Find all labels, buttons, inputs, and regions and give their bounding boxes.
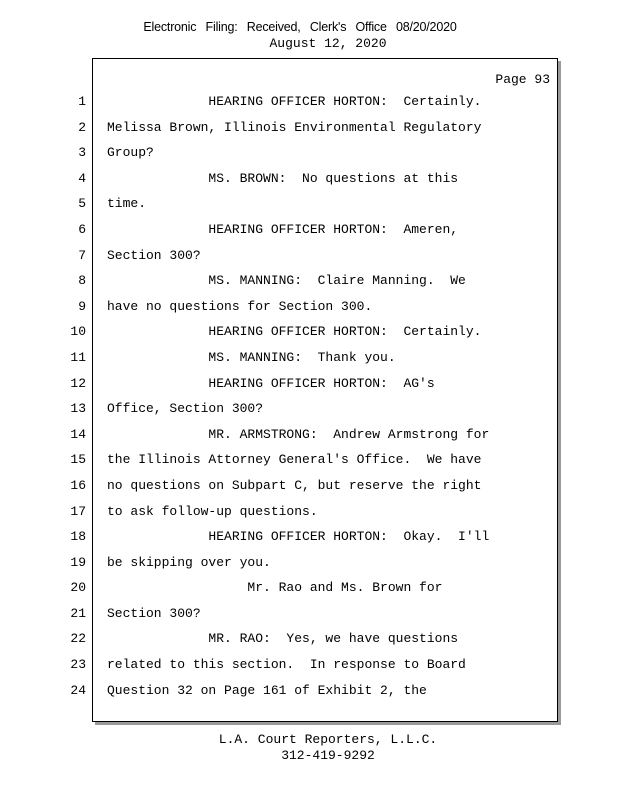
transcript-line: HEARING OFFICER HORTON: Certainly.: [107, 94, 482, 109]
transcript-line: Mr. Rao and Ms. Brown for: [107, 580, 443, 596]
transcript-line: no questions on Subpart C, but reserve the right: [107, 477, 482, 493]
transcript-line: Office, Section 300?: [107, 401, 264, 417]
line-number: 7: [78, 247, 86, 263]
line-number: 14: [70, 426, 86, 442]
line-number: 21: [70, 605, 86, 621]
page-number: Page 93: [495, 72, 550, 87]
line-number: 8: [78, 273, 86, 289]
line-number: 1: [78, 94, 86, 109]
line-number: 12: [70, 375, 86, 391]
transcript-line: MR. ARMSTRONG: Andrew Armstrong for: [107, 426, 490, 442]
line-number: 15: [70, 452, 86, 468]
line-number: 16: [70, 477, 86, 493]
reporter-footer: [0, 732, 618, 764]
transcript-line: Melissa Brown, Illinois Environmental Regulatory: [107, 119, 482, 135]
transcript-line: HEARING OFFICER HORTON: Ameren,: [107, 221, 459, 237]
transcript-line: the Illinois Attorney General's Office. We have: [107, 452, 482, 468]
transcript-date: August 12, 2020: [269, 36, 387, 51]
transcript-line: related to this section. In response to Board: [107, 657, 466, 673]
transcript-line: HEARING OFFICER HORTON: AG's: [107, 375, 435, 391]
line-number: 6: [78, 221, 86, 237]
line-number: 2: [78, 119, 86, 135]
line-number: 24: [70, 682, 86, 698]
line-number: 23: [70, 657, 86, 673]
line-number: 4: [78, 170, 86, 186]
line-number: 19: [70, 554, 86, 570]
transcript-line: have no questions for Section 300.: [107, 298, 373, 314]
line-number-column: [60, 94, 86, 708]
transcript-line: MS. BROWN: No questions at this: [107, 170, 459, 186]
line-number: 9: [78, 298, 86, 314]
reporter-company: L.A. Court Reporters, L.L.C.: [218, 732, 438, 747]
line-number: 3: [78, 145, 86, 161]
line-number: 17: [70, 503, 86, 519]
filing-stamp: Electronic Filing: Received, Clerk's Office 08/20/2020: [143, 20, 457, 34]
line-number: 11: [70, 349, 86, 365]
transcript-line: MR. RAO: Yes, we have questions: [107, 631, 459, 647]
transcript-line: be skipping over you.: [107, 554, 271, 570]
line-number: 10: [70, 324, 86, 340]
transcript-line: HEARING OFFICER HORTON: Okay. I'll: [107, 529, 490, 545]
transcript-line: MS. MANNING: Claire Manning. We: [107, 273, 466, 289]
line-number: 13: [70, 401, 86, 417]
reporter-phone: 312-419-9292: [281, 748, 375, 763]
transcript-line: Section 300?: [107, 247, 201, 263]
transcript-line: Question 32 on Page 161 of Exhibit 2, the: [107, 682, 427, 698]
line-number: 22: [70, 631, 86, 647]
line-number: 18: [70, 529, 86, 545]
line-number: 20: [70, 580, 86, 596]
line-number: 5: [78, 196, 86, 212]
transcript-line: MS. MANNING: Thank you.: [107, 349, 396, 365]
transcript-line: time.: [107, 196, 147, 212]
transcript-line: Section 300?: [107, 605, 201, 621]
transcript-line: Group?: [107, 145, 154, 161]
transcript-line: to ask follow-up questions.: [107, 503, 318, 519]
transcript-line: HEARING OFFICER HORTON: Certainly.: [107, 324, 482, 340]
transcript-text: [107, 94, 547, 708]
